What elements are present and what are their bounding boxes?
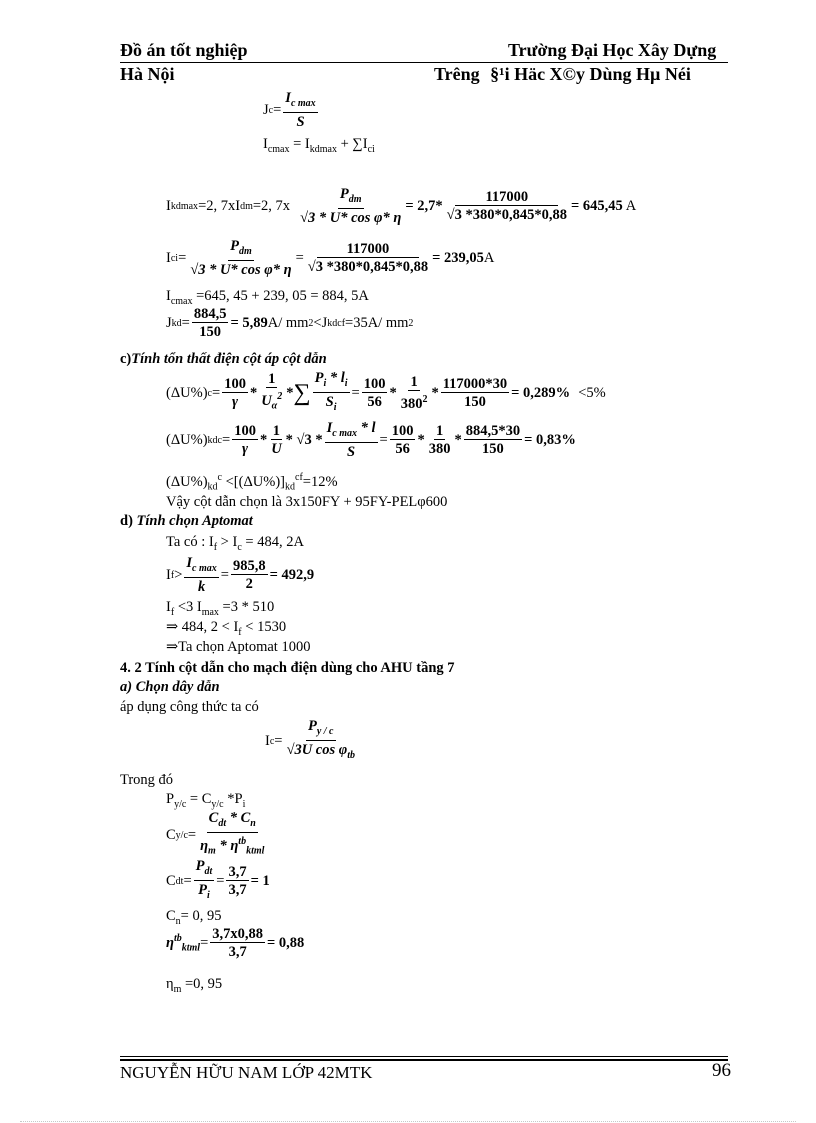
f8-f5n: 1 <box>435 422 444 439</box>
f9-eq: = <box>220 566 229 583</box>
range-b: < 1530 <box>241 619 287 635</box>
pyc-a-sub: y/c <box>174 798 187 810</box>
f1-eq: = <box>273 101 282 118</box>
f8-eq2: = <box>379 431 388 448</box>
section-4-2-heading: 4. 2 Tính cột dẫn cho mạch điện dùng cho AHU tầng 7 <box>120 660 455 676</box>
f12-d1: P <box>198 881 207 898</box>
formula-icmax <box>263 136 375 155</box>
f7-f6d: 150 <box>464 393 486 410</box>
f8-f6d: 150 <box>482 440 504 457</box>
if3-b: <3 I <box>174 599 202 615</box>
f8-f3n-tail: * l <box>357 420 376 436</box>
f3-b-sub: dm <box>240 200 253 212</box>
header-title-right: Trường Đại Học Xây Dựng <box>508 40 717 60</box>
formula-du-c <box>166 370 606 417</box>
f4-eq2: = <box>295 249 304 266</box>
line-tachon <box>166 639 310 656</box>
range-a-sub: f <box>238 626 242 638</box>
du-c: =12% <box>302 473 338 490</box>
line-eta-m <box>166 976 222 995</box>
f7-m4: * <box>431 384 439 401</box>
if3-c: =3 * 510 <box>218 599 275 615</box>
f8-f2d: U <box>271 440 282 457</box>
f9-d2: 2 <box>245 575 253 592</box>
f9-gt: > <box>174 566 183 583</box>
line-cn <box>166 908 221 927</box>
f7-f1n: 100 <box>224 375 246 392</box>
f4-a-sub: ci <box>170 252 179 264</box>
f5-a: I <box>166 288 171 304</box>
f3-pden: √3 * U* cos φ* η <box>300 209 402 226</box>
f8-f2n: 1 <box>272 422 281 439</box>
f8-f3n: I <box>326 420 333 436</box>
f10-eq: = <box>274 732 283 749</box>
f12-a: C <box>166 872 176 889</box>
pyc-b: = C <box>186 791 212 807</box>
formula-du-kd <box>166 420 576 461</box>
f9-res: = 492,9 <box>269 566 315 583</box>
f3-num: 117000 <box>455 189 558 206</box>
f9-a-sub: f <box>170 569 175 581</box>
header-title-left: Đồ án tốt nghiệp <box>120 40 248 60</box>
f6-a: J <box>166 315 172 331</box>
f11-den-mid: * η <box>215 837 239 854</box>
f7-f3n-mid: * l <box>326 370 345 386</box>
f6-lt: <J <box>313 315 328 331</box>
taco-a: Ta có : I <box>166 534 214 550</box>
f6-num: 884,5 <box>193 306 227 322</box>
formula-cdt <box>166 858 270 905</box>
f7-m2: * <box>286 384 294 401</box>
f7-f1d: γ <box>232 393 239 410</box>
f12-d1-sub: i <box>207 889 210 901</box>
formula-jkd <box>166 306 413 341</box>
pyc-b-sub: y/c <box>211 798 224 810</box>
footer-author: NGUYỄN HỮU NAM LỚP 42MTK <box>120 1063 373 1082</box>
du-b: <[(ΔU%)] <box>222 473 285 490</box>
f10-a: I <box>265 732 270 749</box>
formula-icmax-value <box>166 288 369 307</box>
line-du-compare <box>166 472 338 493</box>
f12-eq: = <box>183 872 192 889</box>
line-trongdo: Trong đó <box>120 772 174 788</box>
f3-b: =2, 7xI <box>198 197 241 214</box>
f3-a: I <box>166 197 171 214</box>
f8-f1d: γ <box>242 440 249 457</box>
f7-f3n-sub2: i <box>344 377 348 389</box>
f12-n1: P <box>195 858 205 874</box>
du-a-sup: c <box>217 472 222 483</box>
f6-sup1: 2 <box>308 318 314 329</box>
f6-lt-sub: kd <box>327 318 338 329</box>
f2-mid-sub: kdmax <box>309 143 337 155</box>
formula-ikdmax <box>166 186 636 227</box>
f4-a: I <box>166 249 171 266</box>
f13-den: 3,7 <box>228 944 247 960</box>
f7-f3n-sub: i <box>323 377 327 389</box>
f7-f5d: 380 <box>400 395 423 412</box>
f4-num: 117000 <box>317 241 420 258</box>
f7-f2d: U <box>261 392 272 409</box>
f10-den: √3U cos φ <box>286 741 348 758</box>
f2-mid: = I <box>289 136 310 152</box>
du-b-sub: kd <box>285 481 295 493</box>
f7-f3d-sub: i <box>333 401 337 413</box>
f8-f3n-sub: c max <box>332 427 358 439</box>
f11-den: η <box>200 837 209 854</box>
f9-num: I <box>186 555 193 571</box>
f8-m3: * <box>417 431 425 448</box>
f12-n1-sub: dt <box>204 865 213 877</box>
if3-a-sub: f <box>170 606 175 618</box>
footer-rule-top <box>120 1056 728 1057</box>
f2-plus: + ∑I <box>336 136 368 152</box>
f12-eq2: = <box>216 872 225 889</box>
f7-f3n: P <box>314 370 324 386</box>
f6-a-sub: kd <box>171 318 182 329</box>
du-a-sub: kd <box>207 481 218 493</box>
header-garbled-b: §¹i Häc X©y Dùng Hµ Néi <box>490 64 691 84</box>
f3-p-sub: dm <box>348 193 362 205</box>
formula-eta-ktml <box>166 926 304 961</box>
if3-b-sub: max <box>201 606 219 618</box>
f13-res: = 0,88 <box>267 935 305 951</box>
f12-d2: 3,7 <box>228 881 247 898</box>
eta-a-sub: m <box>173 983 182 995</box>
taco-a-sub: f <box>213 541 218 553</box>
f6-den: 150 <box>199 324 222 340</box>
f8-lhs-sub: kd <box>207 434 218 446</box>
f9-a: I <box>166 566 171 583</box>
implies-arrow-1: ⇒ <box>166 619 179 635</box>
f7-m3: * <box>389 384 397 401</box>
f7-f2d-sup: 2 <box>277 391 283 403</box>
f7-res: = 0,289% <box>511 384 571 401</box>
pyc-c: *P <box>223 791 243 807</box>
line-range <box>166 619 286 638</box>
f8-lhs-sup: c <box>217 434 222 446</box>
du-a: (ΔU%) <box>166 473 208 490</box>
line-vay: Vậy cột dẫn chọn là 3x150FY + 95FY-PELφ600 <box>166 494 448 510</box>
f5-a-sub: cmax <box>170 295 193 307</box>
line-if3 <box>166 599 274 618</box>
f2-plus-sub: ci <box>367 143 375 155</box>
f13-a-sub: ktml <box>181 942 201 954</box>
f11-den-sup: tb <box>238 835 247 847</box>
range-a: 484, 2 < I <box>178 619 239 635</box>
taco-c: = 484, 2A <box>241 534 304 550</box>
f13-a: η <box>166 934 174 951</box>
f4-den: √3 *380*0,845*0,88 <box>307 258 429 275</box>
section-c-label: c) <box>120 351 132 367</box>
f9-n2: 985,8 <box>232 557 266 574</box>
f7-f5n: 1 <box>410 373 418 390</box>
f7-tail: <5% <box>578 384 606 401</box>
f6-sup2: 2 <box>408 318 414 329</box>
formula-ic <box>265 718 359 765</box>
f8-f1n: 100 <box>234 422 256 439</box>
header-garbled-a: Trêng <box>434 64 480 84</box>
eta-a: η <box>166 976 174 992</box>
f11-num-mid: * C <box>226 810 251 826</box>
f1-num-sub: c max <box>290 97 316 109</box>
f8-f4d: 56 <box>395 440 410 457</box>
page-number: 96 <box>712 1060 731 1081</box>
f6-res: = 5,89 <box>230 315 268 331</box>
header-garbled-school <box>434 64 691 85</box>
formula-cyc <box>166 810 268 861</box>
f4-p-sub: dm <box>238 245 252 257</box>
section-d-label: d) <box>120 513 133 529</box>
line-taco <box>166 534 304 553</box>
f1-num: I <box>285 90 291 106</box>
f5-b: =645, 45 + 239, 05 = 884, 5A <box>192 288 369 304</box>
f4-eq: = <box>178 249 187 266</box>
taco-b-sub: c <box>237 541 242 553</box>
f7-f2n: 1 <box>268 371 276 388</box>
if3-a: I <box>166 599 171 615</box>
f8-m1: * <box>259 431 268 448</box>
formula-ici <box>166 238 494 279</box>
f10-a-sub: c <box>269 735 275 747</box>
f3-p: P <box>339 186 349 202</box>
f10-num: P <box>307 718 317 734</box>
f2-lhs-sub: cmax <box>267 143 290 155</box>
f12-a-sub: dt <box>175 875 184 887</box>
eta-b: =0, 95 <box>181 976 223 992</box>
section-a-heading: a) Chọn dây dẫn <box>120 679 220 695</box>
f13-a-sup: tb <box>173 933 182 945</box>
f3-res: = 645,45 <box>570 197 623 214</box>
f3-a-sub: kdmax <box>170 200 199 212</box>
section-c-title: Tính tổn thất điện cột áp cột dẫn <box>131 351 327 367</box>
section-c-heading <box>120 351 327 368</box>
f4-p: P <box>230 238 239 254</box>
cn-a-sub: n <box>175 915 181 927</box>
f3-c: =2, 7x <box>252 197 291 214</box>
f8-f3d: S <box>347 443 356 460</box>
f8-f6n: 884,5*30 <box>465 422 521 439</box>
f7-f4d: 56 <box>367 393 382 410</box>
f7-f2d-sub: α <box>271 400 278 412</box>
f7-f3d: S <box>325 393 334 410</box>
footer-rule-bottom <box>120 1059 728 1061</box>
f7-f4n: 100 <box>363 375 386 392</box>
f11-eq: = <box>187 826 197 843</box>
f7-m1: * <box>249 384 258 401</box>
f8-m2: * √3 * <box>285 431 323 448</box>
f11-a: C <box>166 826 176 843</box>
f3-unit: A <box>625 197 637 214</box>
f7-sigma: ∑ <box>293 380 311 407</box>
implies-arrow-2: ⇒ <box>166 639 179 655</box>
cn-a: C <box>166 908 176 924</box>
f7-lhs-sub: c <box>207 387 212 399</box>
f1-lhs: J <box>263 101 269 118</box>
f1-lhs-sub: c <box>268 104 274 116</box>
f4-res: = 239,05 <box>432 249 484 266</box>
page-bottom-dots <box>20 1121 796 1122</box>
pyc-a: P <box>166 791 175 807</box>
f6-tail: =35A/ mm <box>345 315 409 331</box>
f9-num-sub: c max <box>192 562 217 574</box>
f9-den: k <box>197 578 206 595</box>
f8-eq: = <box>222 431 231 448</box>
tachon-text: Ta chọn Aptomat 1000 <box>178 639 311 655</box>
f7-lhs: (ΔU%) <box>166 384 208 401</box>
f1-den: S <box>296 113 305 130</box>
f7-eq: = <box>212 384 221 401</box>
f8-m4: * <box>454 431 462 448</box>
section-d-heading <box>120 513 253 530</box>
f8-f4n: 100 <box>391 422 414 439</box>
f11-num-sub2: n <box>250 817 256 829</box>
f3-k: = 2,7* <box>405 197 443 214</box>
pyc-c-sub: i <box>242 798 246 810</box>
f8-res: = 0,83% <box>524 431 576 448</box>
f10-den-sub: tb <box>347 749 356 761</box>
f8-lhs: (ΔU%) <box>166 431 208 448</box>
f2-lhs: I <box>263 136 268 152</box>
du-b-sup: cf <box>295 472 303 483</box>
f11-a-sub: y/c <box>175 829 188 841</box>
formula-jc <box>263 90 320 131</box>
f11-num-sub: dt <box>218 817 227 829</box>
taco-b: > I <box>217 534 238 550</box>
f11-den-sub: m <box>208 845 216 857</box>
f3-den: √3 *380*0,845*0,88 <box>446 206 567 223</box>
f13-num: 3,7x0,88 <box>212 926 264 942</box>
header-city: Hà Nội <box>120 64 175 84</box>
f12-n2: 3,7 <box>228 863 247 880</box>
f4-unit: A <box>483 249 495 266</box>
f6-eq: = <box>181 315 190 331</box>
f7-f6n: 117000*30 <box>442 375 508 392</box>
f7-f5d-sup: 2 <box>422 393 428 405</box>
cn-b: = 0, 95 <box>180 908 222 924</box>
f13-eq: = <box>200 935 209 951</box>
f11-num: C <box>208 810 219 826</box>
f6-lt-sup: cf <box>337 318 346 329</box>
section-d-title: Tính chọn Aptomat <box>136 513 253 529</box>
line-pyc <box>166 791 245 810</box>
f11-den-sub2: ktml <box>246 845 265 857</box>
line-apdung: áp dụng công thức ta có <box>120 699 259 715</box>
f7-eq2: = <box>351 384 360 401</box>
f8-f5d: 380 <box>428 440 451 457</box>
f4-pden: √3 * U* cos φ* η <box>190 261 292 278</box>
f6-u1: A/ mm <box>267 315 309 331</box>
header-rule <box>120 62 728 63</box>
f12-res: = 1 <box>250 872 270 889</box>
f10-num-sub: y / c <box>316 725 334 737</box>
formula-if <box>166 555 314 596</box>
